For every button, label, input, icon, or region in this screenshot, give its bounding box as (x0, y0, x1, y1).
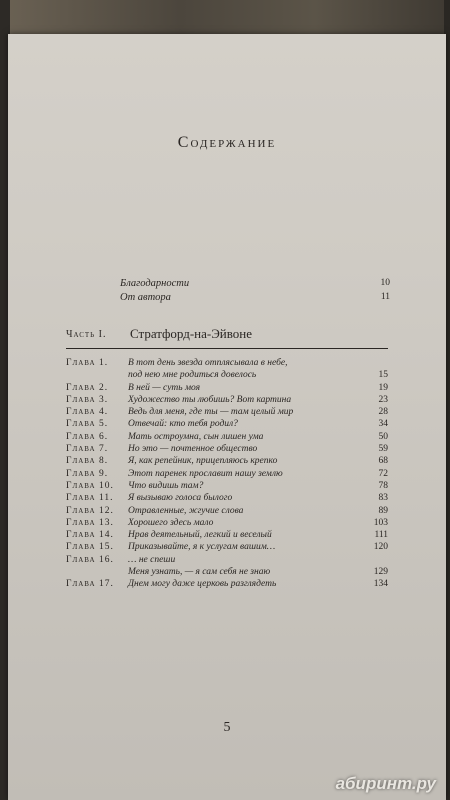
toc-row (66, 443, 388, 455)
toc-row (66, 480, 388, 492)
front-matter-title: Благодарности (120, 278, 190, 289)
front-matter-item (120, 278, 390, 289)
chapter-label: Глава 13. (66, 517, 114, 528)
chapter-title: Художество ты любишь? Вот картина (128, 394, 292, 405)
table-of-contents (66, 357, 388, 591)
book-page (8, 34, 446, 800)
chapter-title: В ней — суть моя (128, 382, 201, 393)
toc-row (66, 529, 388, 541)
chapter-label: Глава 8. (66, 456, 109, 467)
toc-row (66, 394, 388, 406)
toc-row (66, 554, 388, 566)
chapter-title: под нею мне родиться довелось (128, 370, 257, 381)
toc-row (66, 431, 388, 443)
front-matter-page: 10 (380, 278, 390, 288)
part-title: Стратфорд-на-Эйвоне (130, 326, 253, 341)
chapter-label: Глава 14. (66, 530, 114, 541)
toc-row (66, 357, 388, 369)
toc-row (66, 492, 388, 504)
chapter-label: Глава 7. (66, 444, 109, 455)
chapter-title: Отвечай: кто тебя родил? (128, 419, 238, 430)
chapter-page: 134 (373, 579, 388, 590)
chapter-title: Меня узнать, — я сам себя не знаю (128, 567, 271, 578)
chapter-page: 129 (373, 567, 388, 578)
chapter-label: Глава 12. (66, 505, 114, 516)
chapter-page: 15 (378, 370, 388, 381)
toc-row (66, 468, 388, 480)
chapter-page: 78 (378, 480, 388, 491)
part-label: Часть I. (66, 329, 107, 340)
chapter-page: 19 (378, 382, 388, 393)
chapter-title: Нрав деятельный, легкий и веселый (128, 530, 272, 541)
chapter-label: Глава 16. (66, 554, 114, 565)
chapter-label: Глава 9. (66, 468, 109, 479)
chapter-title: Отравленные, жгучие слова (128, 505, 244, 516)
chapter-title: В тот день звезда отплясывала в небе, (128, 358, 288, 368)
chapter-label: Глава 1. (66, 358, 109, 368)
chapter-label: Глава 4. (66, 407, 109, 418)
chapter-title: Днем могу даже церковь разглядеть (128, 579, 277, 590)
chapter-page: 50 (378, 431, 388, 442)
chapter-label: Глава 17. (66, 579, 114, 590)
toc-row (66, 406, 388, 418)
toc-row (66, 541, 388, 553)
toc-row (66, 578, 388, 590)
front-matter-title: От автора (120, 292, 171, 303)
page-number: 5 (223, 720, 231, 735)
chapter-label: Глава 11. (66, 493, 114, 504)
chapter-title: Что видишь там? (128, 480, 204, 491)
chapter-page: 28 (378, 407, 388, 418)
chapter-page: 120 (373, 542, 388, 553)
toc-row (66, 455, 388, 467)
chapter-page: 83 (378, 493, 388, 504)
chapter-title: … не спеши (128, 554, 176, 565)
chapter-page: 68 (378, 456, 388, 467)
chapter-label: Глава 10. (66, 480, 114, 491)
chapter-page: 72 (378, 468, 388, 479)
chapter-title: Мать остроумна, сын лишен ума (128, 431, 264, 442)
chapter-title: Но это — почтенное общество (128, 444, 258, 455)
toc-row (66, 505, 388, 517)
front-matter-item (120, 292, 390, 303)
chapter-page: 59 (378, 444, 388, 455)
toc-row (66, 517, 388, 529)
watermark-logo: абиринт.ру (335, 774, 436, 793)
part-heading (66, 326, 388, 349)
toc-row (66, 382, 388, 394)
chapter-label: Глава 6. (66, 431, 109, 442)
chapter-title: Хорошего здесь мало (128, 517, 214, 528)
chapter-label: Глава 3. (66, 394, 109, 405)
toc-row (66, 418, 388, 430)
chapter-page: 23 (378, 394, 388, 405)
chapter-page: 89 (378, 505, 388, 516)
chapter-title: Приказывайте, я к услугам вашим… (128, 542, 276, 553)
front-matter-page: 11 (380, 292, 390, 302)
toc-row (66, 369, 388, 381)
chapter-title: Этот паренек прославит нашу землю (128, 468, 283, 479)
chapter-title: Я, как репейник, прицепляюсь крепко (128, 456, 278, 467)
chapter-page: 111 (374, 530, 388, 541)
chapter-title: Я вызываю голоса былого (128, 493, 233, 504)
chapter-page: 103 (373, 517, 388, 528)
chapter-label: Глава 5. (66, 419, 109, 430)
chapter-page: 34 (378, 419, 388, 430)
toc-row (66, 566, 388, 578)
chapter-label: Глава 15. (66, 542, 114, 553)
page-title: Содержание (177, 134, 277, 151)
chapter-title: Ведь для меня, где ты — там целый мир (128, 407, 294, 418)
chapter-label: Глава 2. (66, 382, 109, 393)
